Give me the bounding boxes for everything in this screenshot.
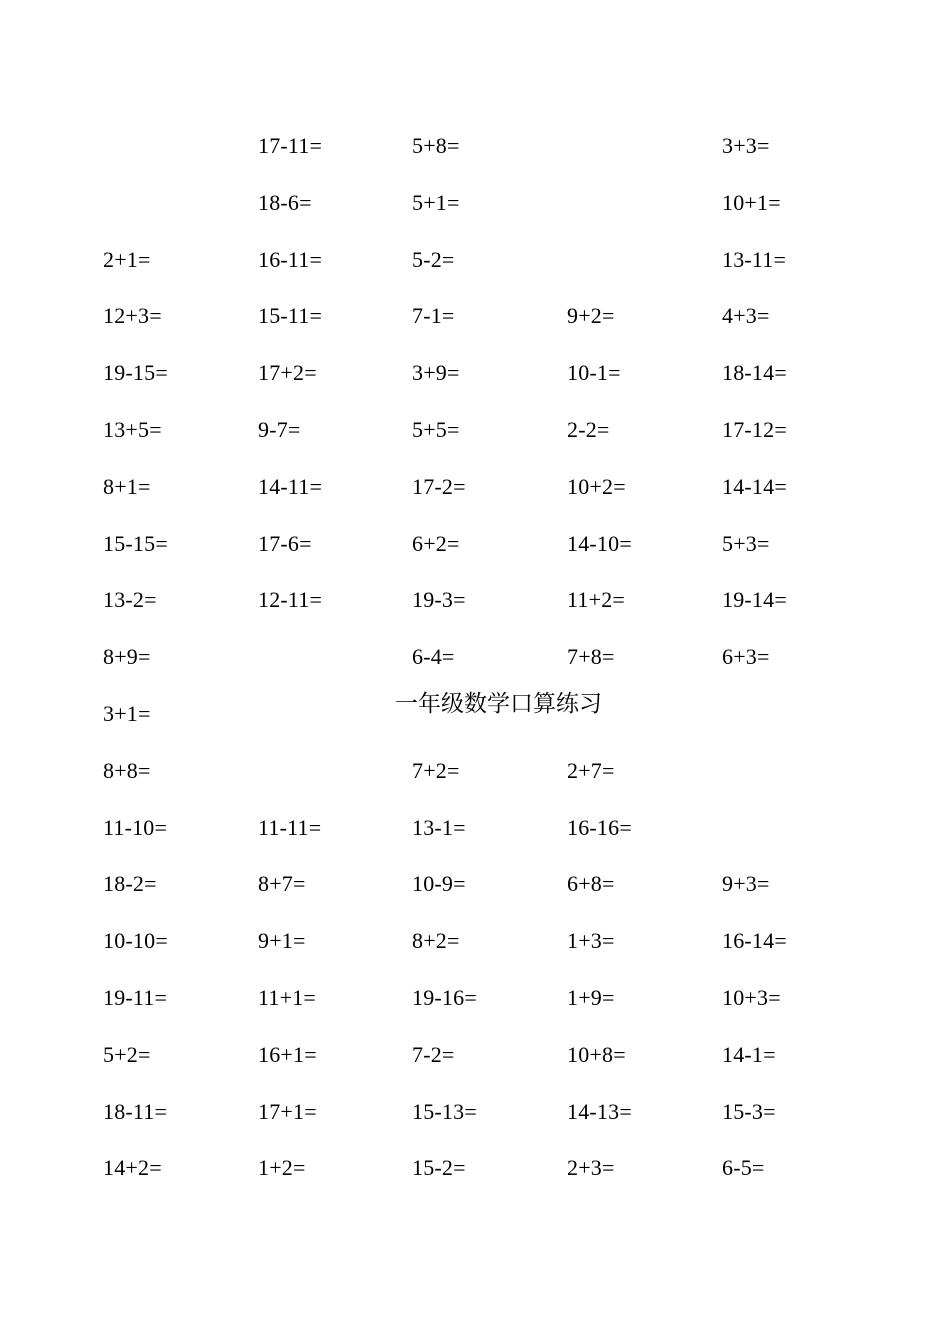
problem-cell: 1+3= [567,928,615,953]
problem-cell: 14-10= [567,531,632,556]
problem-cell: 14-13= [567,1099,632,1124]
problem-cell: 9+2= [567,303,615,328]
problem-cell: 19-11= [103,985,168,1010]
problem-cell: 5-2= [412,247,455,272]
problem-cell: 17-2= [412,474,466,499]
problem-cell: 17-6= [258,531,312,556]
problem-cell: 13-1= [412,815,466,840]
problem-cell: 19-14= [722,587,787,612]
problem-cell: 2+7= [567,758,615,783]
problem-cell: 9+3= [722,871,770,896]
problem-cell: 18-14= [722,360,787,385]
problem-cell: 13+5= [103,417,162,442]
problem-cell: 7-1= [412,303,455,328]
problem-cell: 15-11= [258,303,323,328]
problem-cell: 10+1= [722,190,781,215]
problem-cell: 3+9= [412,360,460,385]
worksheet-title: 一年级数学口算练习 [395,691,602,717]
problem-cell: 10+8= [567,1042,626,1067]
problem-cell: 18-2= [103,871,157,896]
problem-cell: 15-2= [412,1155,466,1180]
problem-cell: 3+1= [103,701,151,726]
problem-cell: 1+9= [567,985,615,1010]
problem-cell: 10-1= [567,360,621,385]
problem-cell: 9-7= [258,417,301,442]
problem-cell: 5+3= [722,531,770,556]
problem-cell: 17+1= [258,1099,317,1124]
problem-cell: 17+2= [258,360,317,385]
problem-cell: 16-16= [567,815,632,840]
problem-cell: 18-11= [103,1099,168,1124]
problem-cell: 7+2= [412,758,460,783]
problem-cell: 11+2= [567,587,625,612]
problem-cell: 15-3= [722,1099,776,1124]
problem-cell: 15-13= [412,1099,477,1124]
problem-cell: 5+8= [412,133,460,158]
problem-cell: 10-10= [103,928,168,953]
problem-cell: 9+1= [258,928,306,953]
problem-cell: 11+1= [258,985,316,1010]
problem-cell: 11-10= [103,815,168,840]
problem-cell: 17-12= [722,417,787,442]
problem-cell: 14-14= [722,474,787,499]
problem-cell: 6+8= [567,871,615,896]
problem-cell: 8+7= [258,871,306,896]
problem-cell: 2+3= [567,1155,615,1180]
problem-cell: 14+2= [103,1155,162,1180]
problem-cell: 11-11= [258,815,322,840]
problem-cell: 13-2= [103,587,157,612]
problem-cell: 10-9= [412,871,466,896]
problem-cell: 10+2= [567,474,626,499]
problem-cell: 10+3= [722,985,781,1010]
problem-cell: 5+5= [412,417,460,442]
problem-cell: 5+1= [412,190,460,215]
problem-cell: 19-3= [412,587,466,612]
problem-cell: 7-2= [412,1042,455,1067]
problem-cell: 19-16= [412,985,477,1010]
problem-cell: 12-11= [258,587,323,612]
problem-cell: 5+2= [103,1042,151,1067]
problem-cell: 6-4= [412,644,455,669]
problem-cell: 3+3= [722,133,770,158]
problem-cell: 8+1= [103,474,151,499]
problem-cell: 2-2= [567,417,610,442]
problem-cell: 15-15= [103,531,168,556]
problem-cell: 4+3= [722,303,770,328]
problem-cell: 14-1= [722,1042,776,1067]
problem-cell: 12+3= [103,303,162,328]
problem-cell: 17-11= [258,133,323,158]
problem-cell: 16-14= [722,928,787,953]
problem-cell: 2+1= [103,247,151,272]
problem-cell: 8+8= [103,758,151,783]
problem-cell: 14-11= [258,474,323,499]
problem-cell: 8+2= [412,928,460,953]
problem-cell: 16+1= [258,1042,317,1067]
problem-cell: 6+2= [412,531,460,556]
problem-cell: 19-15= [103,360,168,385]
problem-cell: 7+8= [567,644,615,669]
problem-cell: 6+3= [722,644,770,669]
problem-cell: 16-11= [258,247,323,272]
problem-cell: 1+2= [258,1155,306,1180]
problem-cell: 18-6= [258,190,312,215]
problem-cell: 13-11= [722,247,787,272]
problem-cell: 8+9= [103,644,151,669]
problem-cell: 6-5= [722,1155,765,1180]
